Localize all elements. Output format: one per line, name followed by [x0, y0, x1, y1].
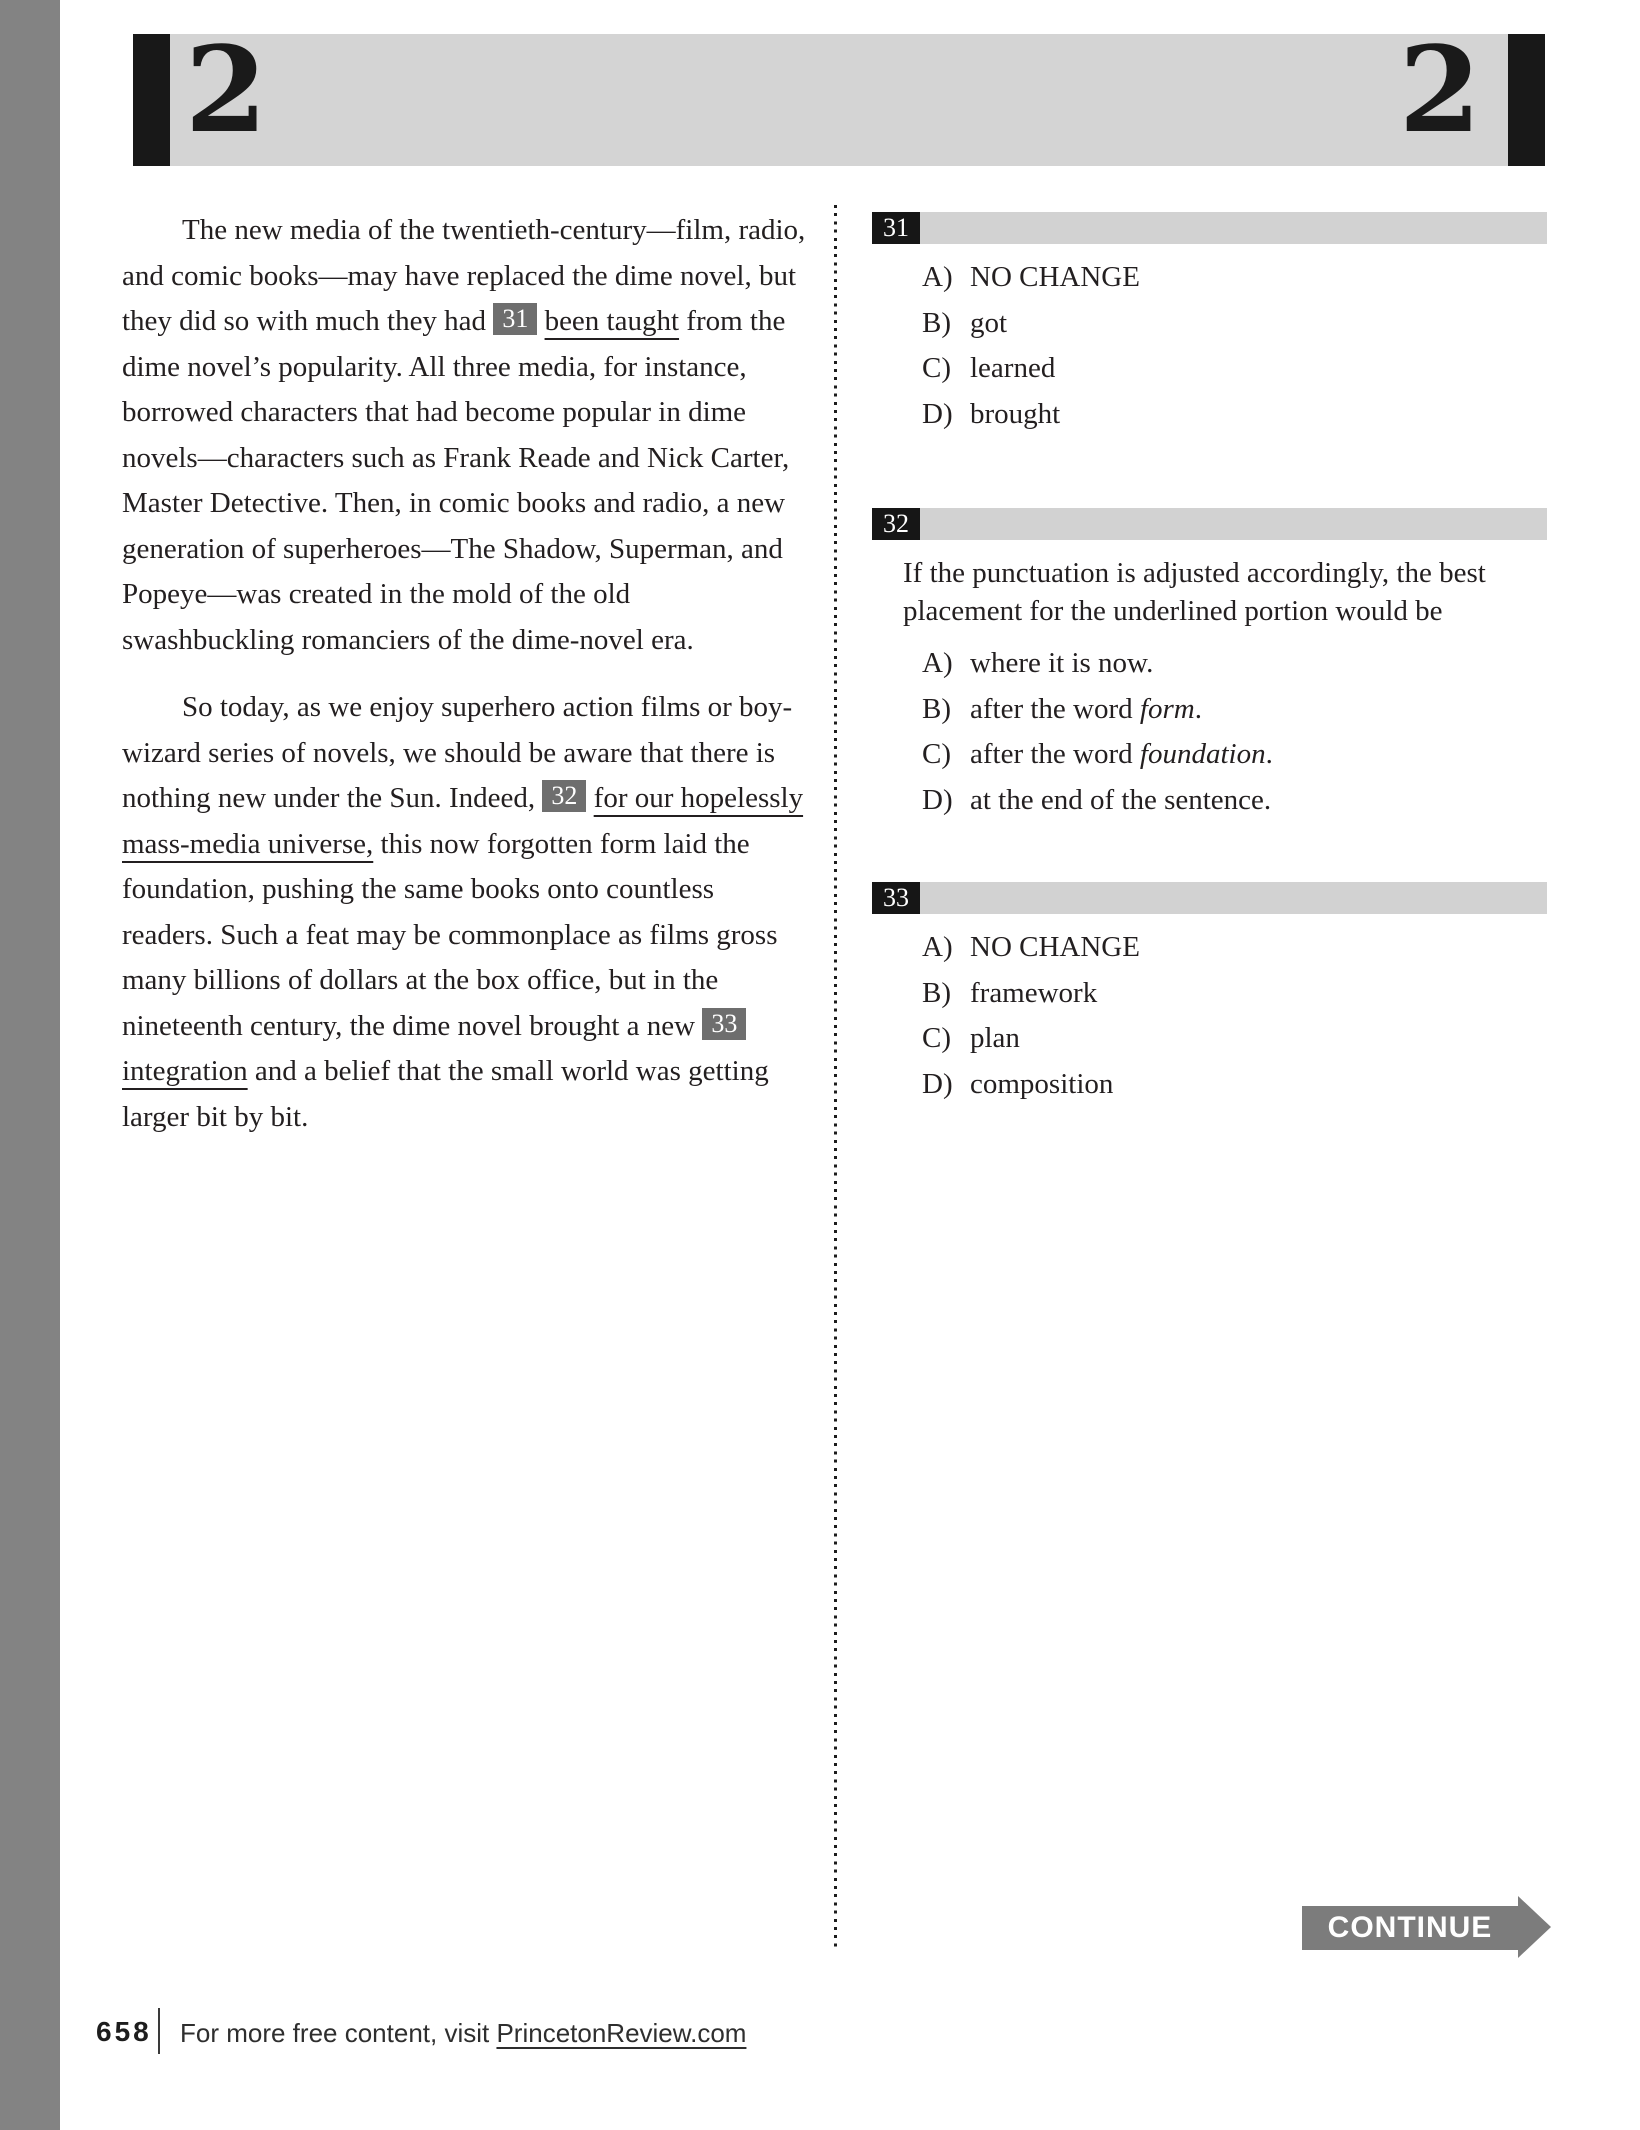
- choice-letter: C): [922, 352, 951, 384]
- choice-text: plan: [970, 1022, 1020, 1054]
- question-31: [872, 212, 1547, 437]
- question-32: [872, 508, 1547, 823]
- choices: [922, 255, 1547, 437]
- choice-text: at the end of the sentence.: [970, 783, 1272, 816]
- question-number: 32: [872, 508, 920, 540]
- choices: [922, 925, 1547, 1107]
- choice-letter: D): [922, 783, 953, 816]
- choice-letter: C): [922, 1022, 951, 1054]
- section-number-right: 2: [1398, 20, 1481, 159]
- choice-letter: A): [922, 647, 953, 679]
- choice-text: NO CHANGE: [970, 261, 1140, 293]
- choice-text: after the word foundation.: [970, 738, 1273, 770]
- choice-text: where it is now.: [970, 647, 1154, 679]
- continue-arrow-icon: [1518, 1896, 1551, 1958]
- choice-text: composition: [970, 1067, 1114, 1100]
- choice-letter: B): [922, 306, 951, 339]
- page-edge-strip: [0, 0, 60, 2130]
- choice-letter: B): [922, 976, 951, 1009]
- footer-note-text: For more free content, visit: [180, 2018, 497, 2048]
- choice-text: NO CHANGE: [970, 931, 1140, 963]
- passage-paragraph: So today, as we enjoy superhero action films or boy-wizard series of novels, we should be aware that there is nothing new under the Sun. Indeed, 32 for our hopelessly mass-media universe, this now forgotten form laid the foundation, pushing the same books onto countless readers. Such a feat may be commonplace as films gross many billions of dollars at the box office, but in the nineteenth century, the dime novel brought a new 33 integration and a belief that the small world was getting larger bit by bit.: [122, 691, 804, 1133]
- choice-text: brought: [970, 397, 1061, 430]
- choice-31-B: [922, 301, 1547, 347]
- page-number: 658: [96, 2016, 152, 2047]
- question-header-bar: [872, 508, 1547, 540]
- inline-marker-31: 31: [493, 303, 537, 335]
- section-number-left: 2: [185, 20, 268, 159]
- footer-separator: [158, 2008, 160, 2054]
- header-right-black-bar: [1508, 34, 1545, 166]
- choice-letter: A): [922, 261, 953, 293]
- choice-letter: D): [922, 397, 953, 430]
- choice-31-C: [922, 346, 1547, 392]
- question-number: 33: [872, 882, 920, 914]
- choice-31-A: [922, 255, 1547, 301]
- choice-32-C: [922, 732, 1547, 778]
- choice-32-A: [922, 641, 1547, 687]
- question-number: 31: [872, 212, 920, 244]
- choice-letter: B): [922, 692, 951, 725]
- choice-letter: A): [922, 931, 953, 963]
- choice-text: got: [970, 306, 1008, 339]
- choice-letter: D): [922, 1067, 953, 1100]
- passage: [122, 208, 806, 1140]
- choice-33-B: [922, 971, 1547, 1017]
- choice-text: learned: [970, 352, 1056, 384]
- choice-33-C: [922, 1016, 1547, 1062]
- continue-button[interactable]: CONTINUE: [1302, 1906, 1518, 1950]
- choice-33-D: [922, 1062, 1547, 1108]
- question-33: [872, 882, 1547, 1107]
- choice-32-D: [922, 778, 1547, 824]
- passage-paragraph: The new media of the twentieth-century—film, radio, and comic books—may have replaced the dime novel, but they did so with much they had 31 been taught from the dime novel’s popularity. All three media, for instance, borrowed characters that had become popular in dime novels—characters such as Frank Reade and Nick Carter, Master Detective. Then, in comic books and radio, a new generation of superheroes—The Shadow, Superman, and Popeye—was created in the mold of the old swashbuckling romanciers of the dime-novel era.: [122, 214, 806, 656]
- choice-text: after the word form.: [970, 692, 1202, 725]
- choice-32-B: [922, 687, 1547, 733]
- section-header-band: [133, 20, 1545, 166]
- question-stem: If the punctuation is adjusted accordingly, the best placement for the underlined portion would be: [903, 557, 1486, 627]
- choices: [922, 641, 1547, 823]
- header-left-black-bar: [133, 34, 170, 166]
- choice-33-A: [922, 925, 1547, 971]
- question-header-bar: [872, 212, 1547, 244]
- footer-link[interactable]: PrincetonReview.com: [496, 2018, 747, 2048]
- inline-marker-33: 33: [702, 1008, 746, 1040]
- question-header-bar: [872, 882, 1547, 914]
- choice-letter: C): [922, 738, 951, 770]
- choice-31-D: [922, 392, 1547, 438]
- inline-marker-32: 32: [542, 780, 586, 812]
- footer-note: [180, 2018, 746, 2049]
- column-divider-dotted: [834, 205, 837, 1950]
- choice-text: framework: [970, 976, 1098, 1009]
